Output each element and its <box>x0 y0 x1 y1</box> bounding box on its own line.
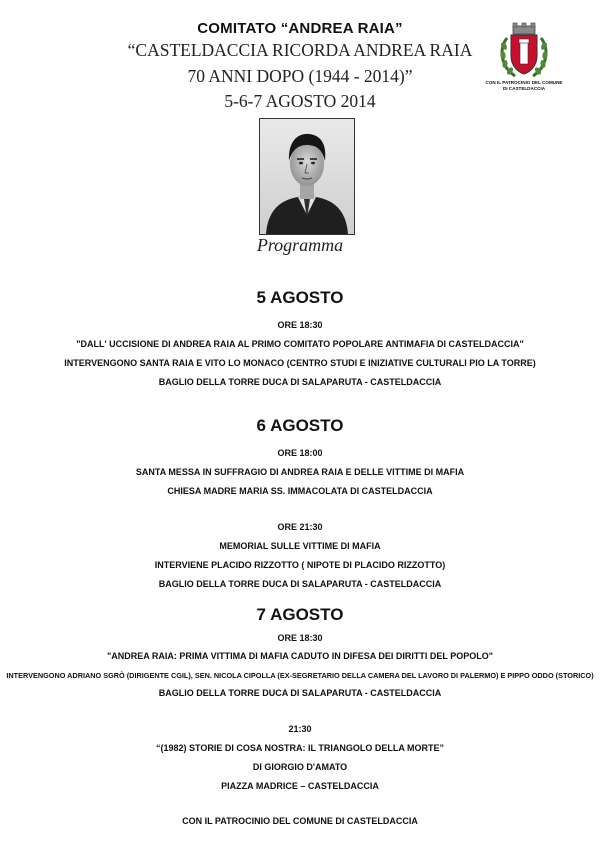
crest-caption-line2: DI CASTELDACCIA <box>502 86 546 91</box>
day3-time1: ORE 18:30 <box>277 633 323 643</box>
programma-label: Programma <box>256 235 344 255</box>
day2-line3: MEMORIAL SULLE VITTIME DI MAFIA <box>219 541 381 551</box>
day3-time2: 21:30 <box>288 724 312 734</box>
day3-line3: BAGLIO DELLA TORRE DUCA DI SALAPARUTA - CASTELDACCIA <box>158 688 442 698</box>
crest-caption-line1: CON IL PATROCINIO DEL COMUNE <box>485 80 563 85</box>
day3-line5: DI GIORGIO D'AMATO <box>252 762 348 772</box>
day2-time1: ORE 18:00 <box>277 448 323 458</box>
portrait-photo <box>259 118 355 235</box>
municipal-crest-icon <box>497 22 551 80</box>
day3-title: 7 AGOSTO <box>256 605 344 624</box>
day1-title: 5 AGOSTO <box>256 288 344 307</box>
day2-time2: ORE 21:30 <box>277 522 323 532</box>
event-title-line1: “CASTELDACCIA RICORDA ANDREA RAIA <box>127 40 473 60</box>
footer-patronage: CON IL PATROCINIO DEL COMUNE DI CASTELDACCIA <box>182 816 418 826</box>
day1-line3: BAGLIO DELLA TORRE DUCA DI SALAPARUTA - CASTELDACCIA <box>158 377 442 387</box>
day2-line5: BAGLIO DELLA TORRE DUCA DI SALAPARUTA - CASTELDACCIA <box>158 579 442 589</box>
event-title-line2: 70 ANNI DOPO (1944 - 2014)” <box>187 66 413 86</box>
day2-title: 6 AGOSTO <box>256 416 344 435</box>
day2-line4: INTERVIENE PLACIDO RIZZOTTO ( NIPOTE DI PLACIDO RIZZOTTO) <box>154 560 446 570</box>
day2-line2: CHIESA MADRE MARIA SS. IMMACOLATA DI CASTELDACCIA <box>167 486 433 496</box>
day3-line2: INTERVENGONO ADRIANO SGRÒ (DIRIGENTE CGIL), SEN. NICOLA CIPOLLA (EX-SEGRETARIO DELLA CAMERA DEL LAVORO DI PALERMO) E PIPPO ODDO (STORICO) <box>6 671 594 680</box>
day3-line4: “(1982) STORIE DI COSA NOSTRA: IL TRIANGOLO DELLA MORTE” <box>155 743 445 753</box>
day3-line6: PIAZZA MADRICE – CASTELDACCIA <box>221 781 379 791</box>
day3-line1: "ANDREA RAIA: PRIMA VITTIMA DI MAFIA CADUTO IN DIFESA DEI DIRITTI DEL POPOLO" <box>106 651 494 661</box>
event-dates: 5-6-7 AGOSTO 2014 <box>224 91 376 111</box>
day1-time: ORE 18:30 <box>277 320 323 330</box>
day1-line1: "DALL' UCCISIONE DI ANDREA RAIA AL PRIMO COMITATO POPOLARE ANTIMAFIA DI CASTELDACCIA" <box>76 339 524 349</box>
day2-line1: SANTA MESSA IN SUFFRAGIO DI ANDREA RAIA E DELLE VITTIME DI MAFIA <box>135 467 465 477</box>
day1-line2: INTERVENGONO SANTA RAIA E VITO LO MONACO (CENTRO STUDI E INIZIATIVE CULTURALI PIO LA TORRE) <box>64 358 536 368</box>
organization-name: COMITATO “ANDREA RAIA” <box>197 20 403 37</box>
